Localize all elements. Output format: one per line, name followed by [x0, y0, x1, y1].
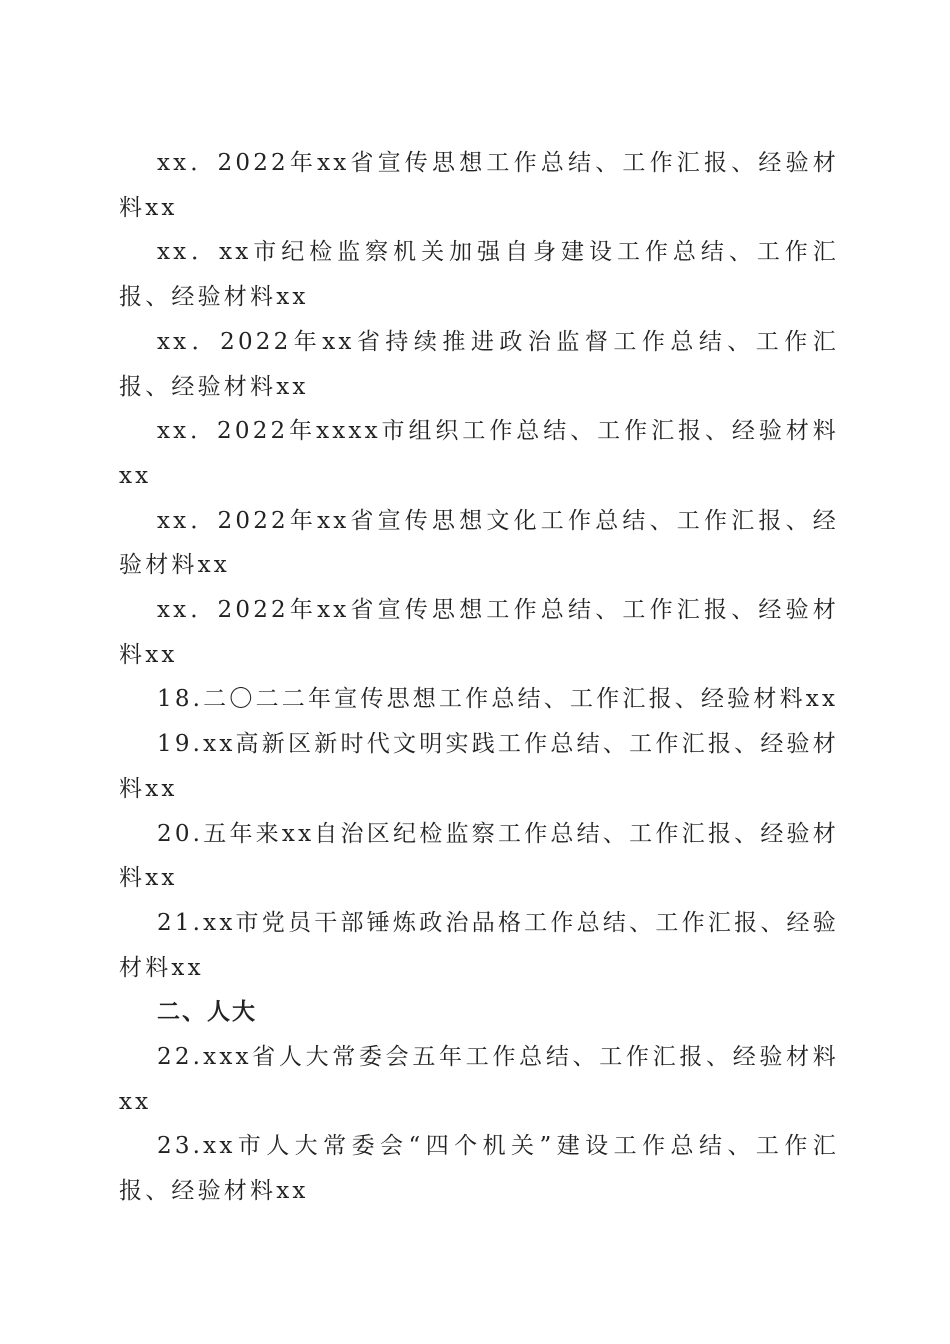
list-item: 18.二〇二二年宣传思想工作总结、工作汇报、经验材料xx: [157, 686, 839, 713]
list-item: xx．2022年xx省持续推进政治监督工作总结、工作汇报、经验材料xx: [119, 328, 839, 400]
section-heading: 二、人大: [157, 999, 257, 1026]
list-item: xx．xx市纪检监察机关加强自身建设工作总结、工作汇报、经验材料xx: [119, 239, 839, 311]
list-item: xx．2022年xx省宣传思想工作总结、工作汇报、经验材料xx: [119, 150, 839, 221]
list-item: xx．2022年xx省宣传思想工作总结、工作汇报、经验材料xx: [119, 597, 839, 668]
list-item: 21.xx市党员干部锤炼政治品格工作总结、工作汇报、经验材料xx: [119, 909, 839, 981]
list-item: xx．2022年xxxx市组织工作总结、工作汇报、经验材料xx: [119, 418, 839, 489]
list-item: 23.xx市人大常委会“四个机关”建设工作总结、工作汇报、经验材料xx: [119, 1133, 839, 1205]
list-item: 20.五年来xx自治区纪检监察工作总结、工作汇报、经验材料xx: [119, 820, 839, 892]
list-item: 22.xxx省人大常委会五年工作总结、工作汇报、经验材料xx: [119, 1044, 839, 1115]
list-item: xx．2022年xx省宣传思想文化工作总结、工作汇报、经验材料xx: [119, 507, 839, 579]
document-body: [119, 141, 839, 1214]
list-item: 19.xx高新区新时代文明实践工作总结、工作汇报、经验材料xx: [119, 731, 839, 802]
